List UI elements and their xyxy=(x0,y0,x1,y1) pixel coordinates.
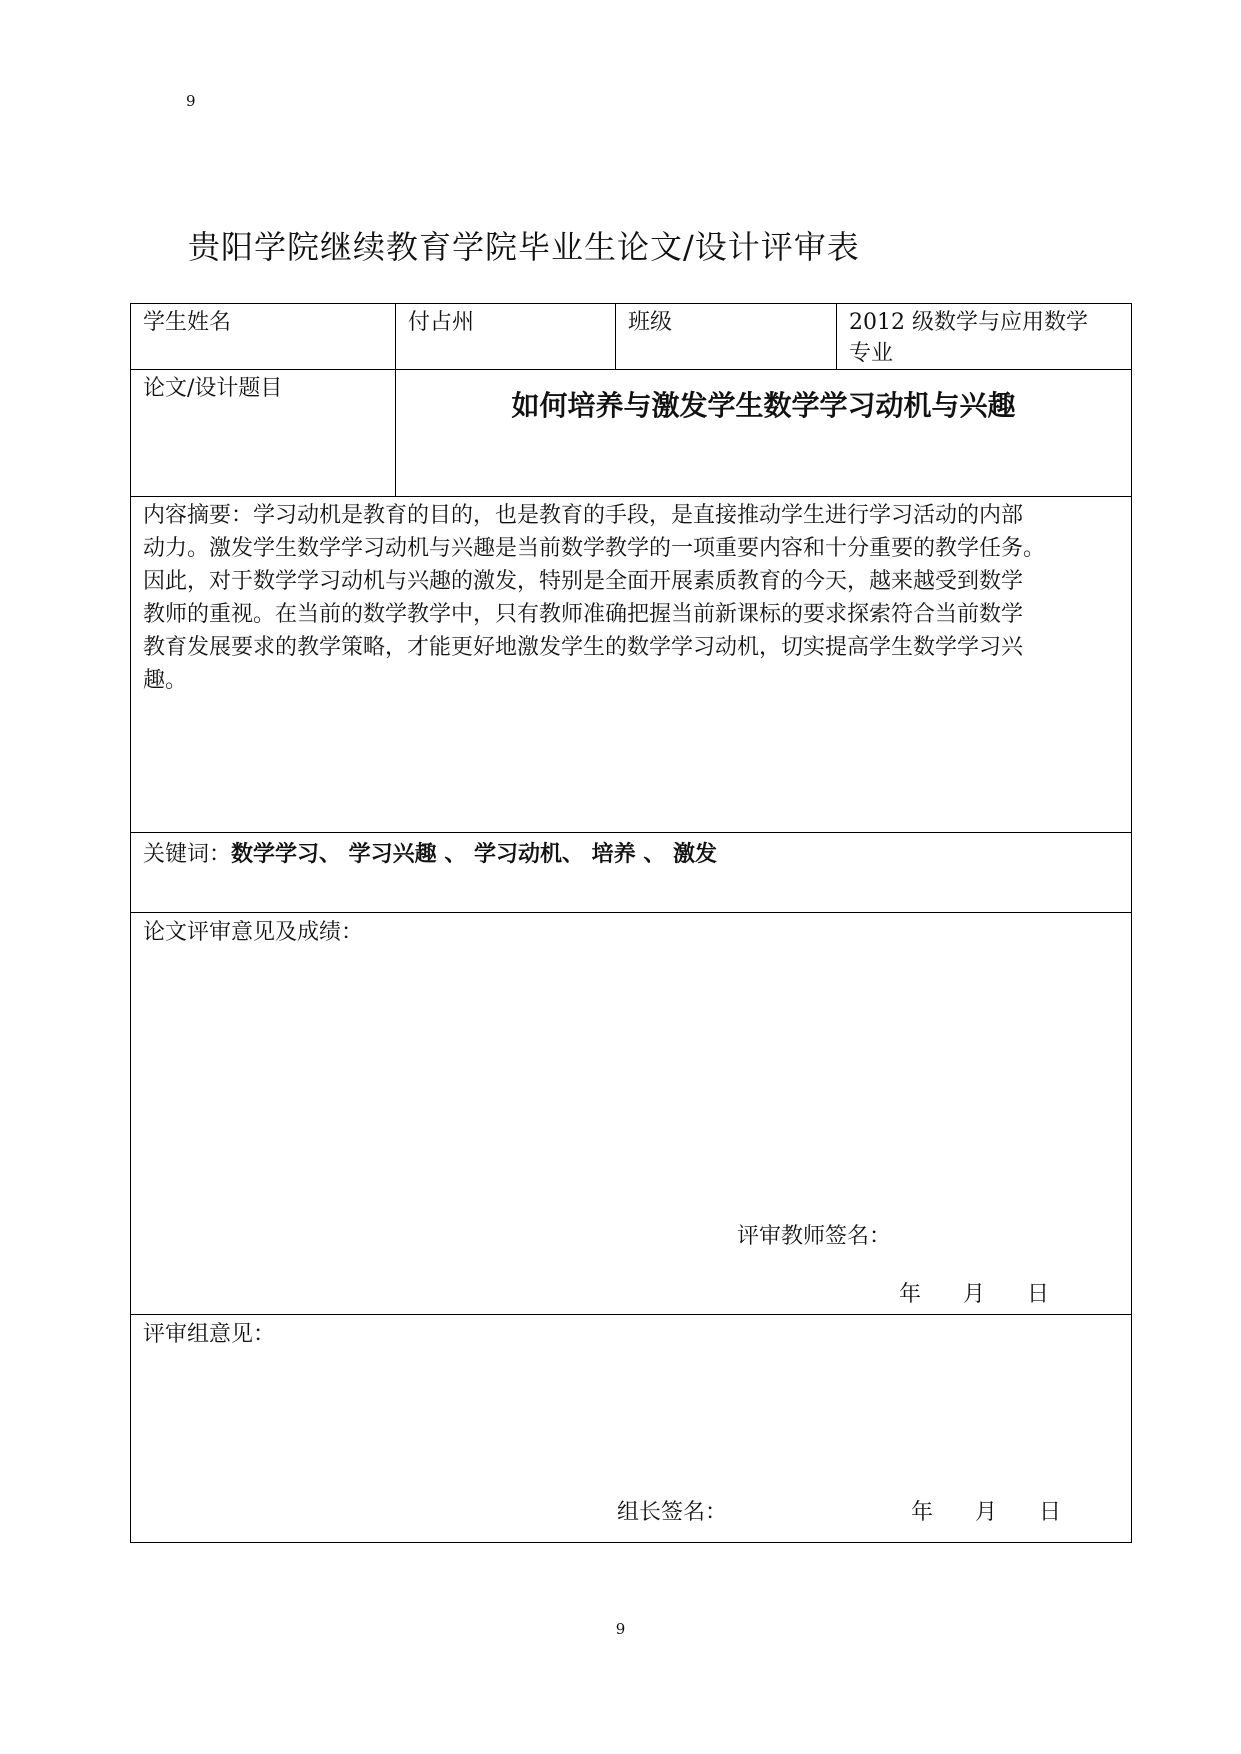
keywords-line xyxy=(143,839,717,871)
row-keywords xyxy=(131,833,1131,913)
row-panel-opinion xyxy=(131,1315,1131,1544)
review-label: 论文评审意见及成绩： xyxy=(143,920,364,945)
panel-year-label: 年 xyxy=(911,1500,934,1525)
keywords-label: 关键词： xyxy=(143,842,232,867)
name-value: 付占州 xyxy=(408,310,475,335)
review-day-label: 日 xyxy=(1027,1282,1050,1307)
class-value-line1: 2012 级数学与应用数学 xyxy=(849,310,1088,335)
class-value-line2: 专业 xyxy=(849,341,894,366)
review-year-label: 年 xyxy=(899,1282,922,1307)
reviewer-signature-label: 评审教师签名： xyxy=(737,1224,892,1249)
row-thesis-topic xyxy=(131,370,1131,497)
row-review-comments xyxy=(131,913,1131,1315)
abstract-text: 内容摘要：学习动机是教育的目的，也是教育的手段，是直接推动学生进行学习活动的内部 动力。激发学生数学学习动机与兴趣是当前数学教学的一项重要内容和十分重要的教学任务。 因此，对于数学学习动机与兴趣的激发，特别是全面开展素质教育的今天，越来越受到数学 教师的重视。在当前的数学教学中，只有教师准确把握当前新课标的要求探索符合当前数学 教育发展要求的教学策略，才能更好地激发学生的数学学习动机，切实提高学生数学学习兴 趣。 xyxy=(143,503,1046,693)
page-number-top: 9 xyxy=(186,92,196,110)
review-month-label: 月 xyxy=(963,1282,986,1307)
panel-label: 评审组意见： xyxy=(143,1322,276,1347)
class-label: 班级 xyxy=(628,310,673,335)
name-value-cell xyxy=(396,304,616,369)
group-leader-signature-label: 组长签名： xyxy=(617,1500,728,1525)
page-number-bottom: 9 xyxy=(615,1620,626,1638)
topic-label-cell xyxy=(131,370,396,496)
thesis-title: 如何培养与激发学生数学学习动机与兴趣 xyxy=(511,389,1016,422)
page-title: 贵阳学院继续教育学院毕业生论文/设计评审表 xyxy=(188,228,860,266)
panel-month-label: 月 xyxy=(975,1500,998,1525)
topic-value-cell xyxy=(396,370,1131,496)
name-label-cell xyxy=(131,304,396,369)
class-label-cell xyxy=(616,304,837,369)
class-value-cell xyxy=(837,304,1131,369)
panel-day-label: 日 xyxy=(1039,1500,1062,1525)
name-label: 学生姓名 xyxy=(143,310,232,335)
row-abstract xyxy=(131,497,1131,833)
review-form-table xyxy=(130,303,1132,1543)
topic-label: 论文/设计题目 xyxy=(143,376,283,401)
row-student-info xyxy=(131,304,1131,370)
keywords-values: 数学学习、 学习兴趣 、 学习动机、 培养 、 激发 xyxy=(231,842,717,867)
